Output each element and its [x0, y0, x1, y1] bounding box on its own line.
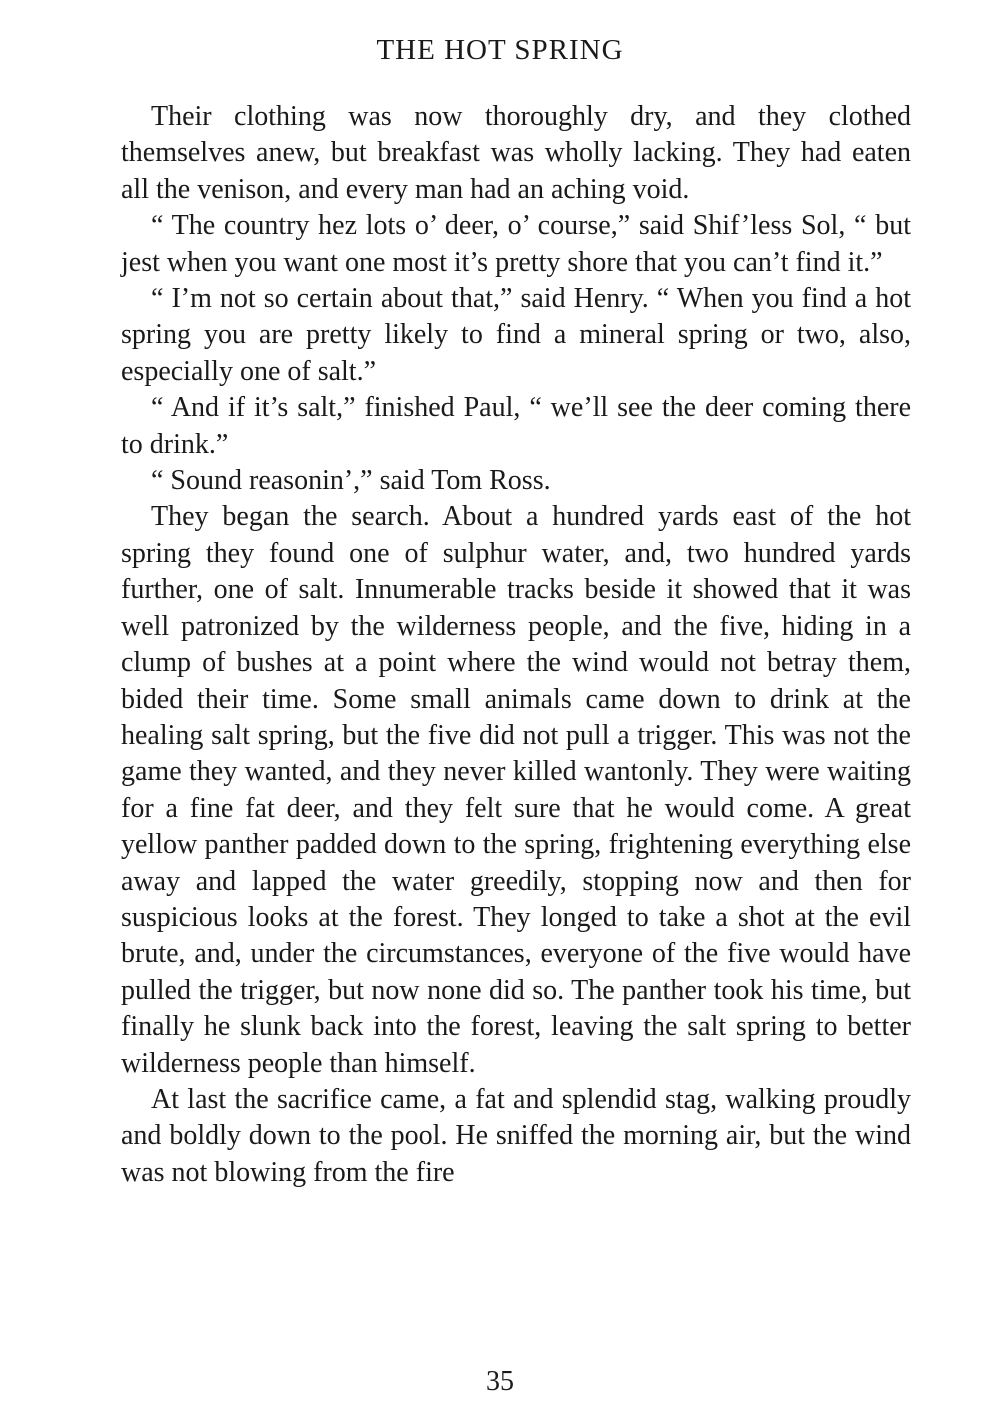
running-head: THE HOT SPRING [376, 34, 624, 66]
body-text [121, 99, 911, 1191]
paragraph: At last the sacrifice came, a fat and splendid stag, walking proudly and boldly down to the pool. He sniffed the morning air, but the wind was not blowing from the fire [121, 1083, 911, 1188]
paragraph: Their clothing was now thoroughly dry, and they clothed themselves anew, but breakfast was wholly lacking. They had eaten all the venison, and every man had an aching void. [121, 101, 911, 205]
paragraph: “ I’m not so certain about that,” said Henry. “ When you find a hot spring you are pretty likely to find a mineral spring or two, also, especially one of salt.” [121, 283, 911, 387]
paragraph: “ And if it’s salt,” finished Paul, “ we’ll see the deer coming there to drink.” [121, 392, 911, 460]
page-number: 35 [486, 1366, 514, 1397]
paragraph: “ Sound reasonin’,” said Tom Ross. [151, 465, 551, 497]
paragraph: They began the search. About a hundred yards east of the hot spring they found one of sulphur water, and, two hundred yards further, one of salt. Innumerable tracks beside it showed that it was well patronized by the wilderness people, and the five, hiding in a clump of bushes at a point where the wind would not betray them, bided their time. Some small animals came down to drink at the healing salt spring, but the five did not pull a trigger. This was not the game they wanted, and they never killed wantonly. They were waiting for a fine fat deer, and they felt sure that he would come. A great yellow panther padded down to the spring, frightening everything else away and lapped the water greedily, stopping now and then for suspicious looks at the forest. They longed to take a shot at the evil brute, and, under the circumstances, everyone of the five would have pulled the trigger, but now none did so. The panther took his time, but finally he slunk back into the forest, leaving the salt spring to better wilderness people than himself. [121, 501, 911, 1079]
paragraph: “ The country hez lots o’ deer, o’ course,” said Shif’less Sol, “ but jest when you want one most it’s pretty shore that you can’t find it.” [121, 210, 911, 278]
